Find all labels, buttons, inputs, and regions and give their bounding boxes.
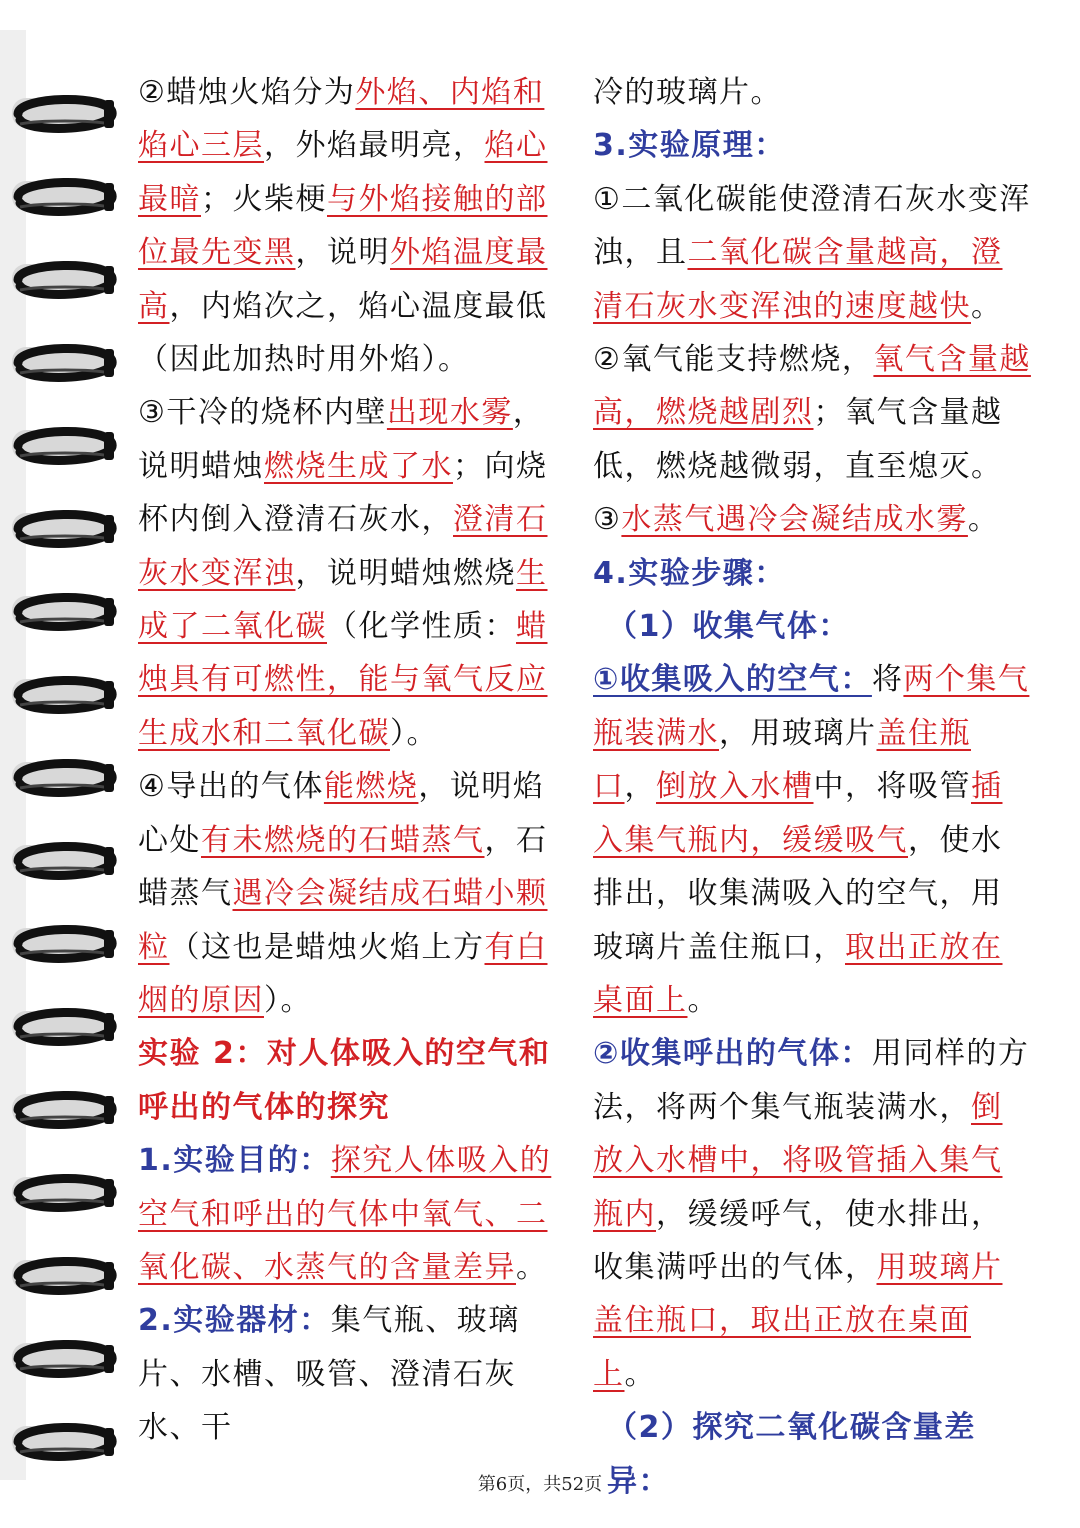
text-segment: （这也是蜡烛火焰上方 xyxy=(169,929,485,965)
text-segment: ①二氧化碳能使澄清石灰水变浑浊，且 xyxy=(593,181,1031,271)
section-label: 2.实验器材： xyxy=(138,1303,331,1339)
text-segment: ，内焰次之，焰心温度最低（因此加热时用外焰）。 xyxy=(138,288,548,378)
section-label: ①收集吸入的空气： xyxy=(593,662,872,698)
collect-inhaled-paragraph xyxy=(593,653,1033,1027)
text-segment: ，说明 xyxy=(295,235,390,271)
text-segment: ，缓缓呼气，使水排出，收集满呼出的气体， xyxy=(593,1196,1003,1285)
text-segment: 用同样的方法，将两个集气瓶装满水， xyxy=(593,1036,1030,1125)
highlight-segment: 两个集气瓶装满水 xyxy=(593,662,1030,751)
text-segment: ，石蜡蒸气 xyxy=(138,822,548,912)
page-footer: 第6页，共52页 xyxy=(477,1474,603,1495)
flame-layers-paragraph xyxy=(138,66,568,386)
text-segment: ②蜡烛火焰分为 xyxy=(138,75,356,110)
highlight-segment: 倒放入水槽 xyxy=(656,769,814,805)
highlight-segment: 生成了二氧化碳 xyxy=(138,555,548,645)
beaker-paragraph xyxy=(138,386,568,760)
principle-2-paragraph xyxy=(593,333,1033,493)
co2-difference-label: （2）探究二氧化碳含量差异： xyxy=(607,1410,976,1499)
highlight-segment: 能燃烧 xyxy=(323,769,419,805)
text-segment: 。 xyxy=(971,288,1003,324)
experiment-2-heading: 实验 2：对人体吸入的空气和呼出的气体的探究 xyxy=(138,1036,551,1125)
text-segment: 。 xyxy=(516,1249,548,1285)
highlight-segment: 燃烧生成了水 xyxy=(264,448,453,484)
text-segment: ；氧气含量越低，燃烧越微弱，直至熄灭。 xyxy=(593,395,1003,484)
highlight-segment: 外焰温度最高 xyxy=(138,235,548,324)
equipment-paragraph xyxy=(138,1294,568,1454)
text-segment: 。 xyxy=(624,1356,656,1392)
gas-paragraph xyxy=(138,760,568,1027)
highlight-segment: 澄清石灰水变浑浊 xyxy=(138,502,548,591)
highlight-segment: 焰心最暗 xyxy=(138,128,548,217)
highlight-segment: 出现水雾 xyxy=(386,395,513,431)
section-label: 1.实验目的： xyxy=(138,1143,331,1179)
text-segment: ）。 xyxy=(390,715,438,751)
text-segment: （化学性质： xyxy=(327,609,516,645)
text-segment: 将 xyxy=(871,662,904,698)
highlight-segment: 有白烟的原因 xyxy=(138,929,548,1018)
text-segment: ；火柴梗 xyxy=(201,181,327,217)
text-segment: ③ xyxy=(593,502,622,538)
text-segment: ，外焰最明亮， xyxy=(264,128,485,164)
highlight-segment: 探究人体吸入的空气和呼出的气体中氧气、二氧化碳、水蒸气的含量差异 xyxy=(138,1143,552,1285)
text-segment: ，使水排出，收集满吸入的空气，用玻璃片盖住瓶口， xyxy=(593,822,1003,965)
highlight-segment: 蜡烛具有可燃性，能与氧气反应生成水和二氧化碳 xyxy=(138,609,548,751)
text-segment: ；向烧杯内倒入澄清石灰水， xyxy=(138,448,548,538)
highlight-segment: 与外焰接触的部位最先变黑 xyxy=(138,181,548,271)
principle-label: 3.实验原理： xyxy=(593,128,786,164)
highlight-segment: 氧气含量越高，燃烧越剧烈 xyxy=(593,342,1031,431)
highlight-segment: 外焰、内焰和焰心三层 xyxy=(138,75,545,164)
text-segment: ②氧气能支持燃烧， xyxy=(593,342,874,378)
purpose-paragraph xyxy=(138,1134,568,1294)
principle-1-paragraph xyxy=(593,173,1033,333)
highlight-segment: 有未燃烧的石蜡蒸气 xyxy=(201,822,485,858)
principle-3-paragraph xyxy=(593,493,1033,546)
section-label: ②收集呼出的气体： xyxy=(593,1036,872,1072)
collect-exhaled-paragraph xyxy=(593,1027,1033,1401)
spiral-binding-icon xyxy=(0,30,130,1480)
highlight-segment: 盖住瓶口 xyxy=(593,715,971,805)
text-segment: ③干冷的烧杯内壁 xyxy=(138,395,387,431)
text-segment: ④导出的气体 xyxy=(138,769,324,805)
collect-gas-label: （1）收集气体： xyxy=(607,609,850,645)
highlight-segment: 插入集气瓶内，缓缓吸气 xyxy=(593,769,1003,858)
text-segment: ）。 xyxy=(264,982,312,1018)
highlight-segment: 用玻璃片盖住瓶口，取出正放在桌面上 xyxy=(593,1249,1003,1392)
left-column xyxy=(138,66,568,1455)
highlight-segment: 取出正放在桌面上 xyxy=(593,929,1003,1018)
text-segment: ，说明蜡烛 xyxy=(138,395,545,484)
highlight-segment: 二氧化碳含量越高，澄清石灰水变浑浊的速度越快 xyxy=(593,235,1003,324)
highlight-segment: 倒放入水槽中，将吸管插入集气瓶内 xyxy=(593,1089,1003,1232)
text-segment: 。 xyxy=(687,982,719,1018)
text-segment: 。 xyxy=(967,502,1000,538)
highlight-segment: 水蒸气遇冷会凝结成水雾 xyxy=(621,502,968,538)
text-segment: ， xyxy=(624,769,656,805)
steps-label: 4.实验步骤： xyxy=(593,555,786,591)
right-column xyxy=(593,66,1033,1508)
text-segment: 中，将吸管 xyxy=(813,769,971,805)
text-segment: ，用玻璃片 xyxy=(719,715,877,751)
equipment-continuation: 冷的玻璃片。 xyxy=(593,75,782,110)
text-segment: 集气瓶、玻璃片、水槽、吸管、澄清石灰水、干 xyxy=(138,1303,520,1446)
text-segment: ，说明蜡烛燃烧 xyxy=(295,555,516,591)
highlight-segment: 遇冷会凝结成石蜡小颗粒 xyxy=(138,876,548,965)
text-segment: ，说明焰心处 xyxy=(138,769,545,858)
